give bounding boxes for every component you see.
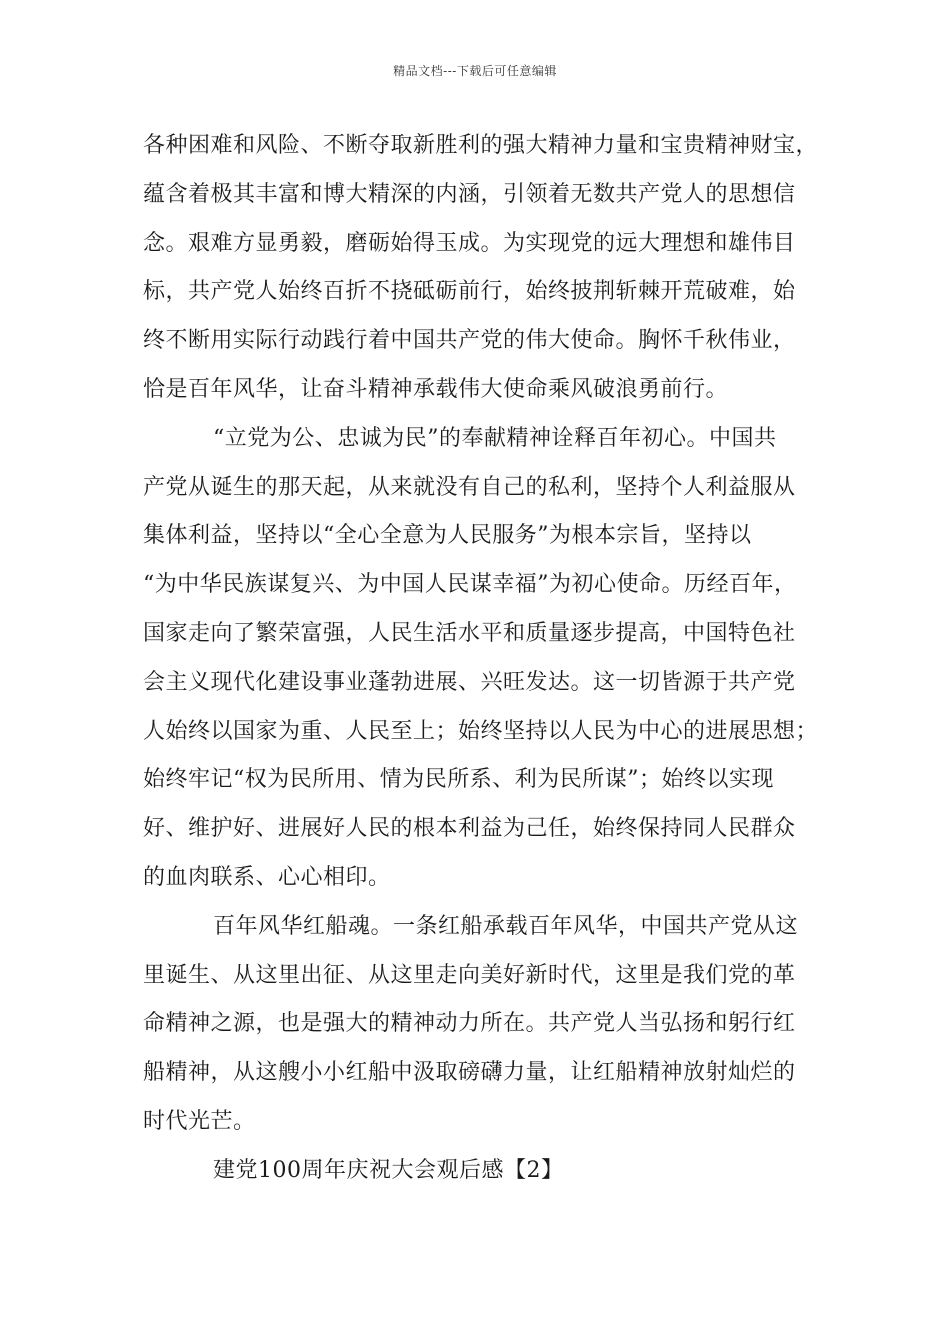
paragraph-start-line: 百年风华红船魂。一条红船承载百年风华，中国共产党从这 — [213, 913, 799, 939]
text-line: 各种困难和风险、不断夺取新胜利的强大精神力量和宝贵精神财宝， — [143, 133, 819, 158]
text-line: 好、维护好、进展好人民的根本利益为己任，始终保持同人民群众 — [143, 816, 796, 842]
text-line: 命精神之源，也是强大的精神动力所在。共产党人当弘扬和躬行红 — [143, 1011, 796, 1037]
document-body — [143, 130, 823, 1204]
text-line: 产党从诞生的那天起，从来就没有自己的私利，坚持个人利益服从 — [143, 474, 796, 500]
text-line: 念。艰难方显勇毅，磨砺始得玉成。为实现党的远大理想和雄伟目 — [143, 230, 796, 256]
text-line: 蕴含着极其丰富和博大精深的内涵，引领着无数共产党人的思想信 — [143, 181, 796, 207]
text-line: 时代光芒。 — [143, 1108, 256, 1134]
text-line: 标，共产党人始终百折不挠砥砺前行，始终披荆斩棘开荒破难，始 — [143, 279, 796, 305]
text-line: 的血肉联系、心心相印。 — [143, 864, 391, 890]
text-line: 集体利益，坚持以“全心全意为人民服务”为根本宗旨，坚持以 — [143, 523, 752, 549]
text-line: 始终牢记“权为民所用、情为民所系、利为民所谋”；始终以实现 — [143, 767, 774, 793]
text-line: 里诞生、从这里出征、从这里走向美好新时代，这里是我们党的革 — [143, 962, 796, 988]
paragraph-start-line: “立党为公、忠诚为民”的奉献精神诠释百年初心。中国共 — [213, 425, 777, 451]
text-line: 船精神，从这艘小小红船中汲取磅礴力量，让红船精神放射灿烂的 — [143, 1060, 796, 1086]
section-title: 建党100周年庆祝大会观后感【2】 — [213, 1157, 564, 1183]
text-line: “为中华民族谋复兴、为中国人民谋幸福”为初心使命。历经百年， — [143, 572, 797, 598]
page-header: 精品文档---下载后可任意编辑 — [393, 64, 557, 78]
text-line: 国家走向了繁荣富强，人民生活水平和质量逐步提高，中国特色社 — [143, 620, 796, 646]
text-line: 终不断用实际行动践行着中国共产党的伟大使命。胸怀千秋伟业， — [143, 328, 796, 354]
text-line: 人始终以国家为重、人民至上；始终坚持以人民为中心的进展思想； — [143, 718, 819, 744]
text-line: 会主义现代化建设事业蓬勃进展、兴旺发达。这一切皆源于共产党 — [143, 669, 796, 695]
text-line: 恰是百年风华，让奋斗精神承载伟大使命乘风破浪勇前行。 — [143, 376, 729, 402]
